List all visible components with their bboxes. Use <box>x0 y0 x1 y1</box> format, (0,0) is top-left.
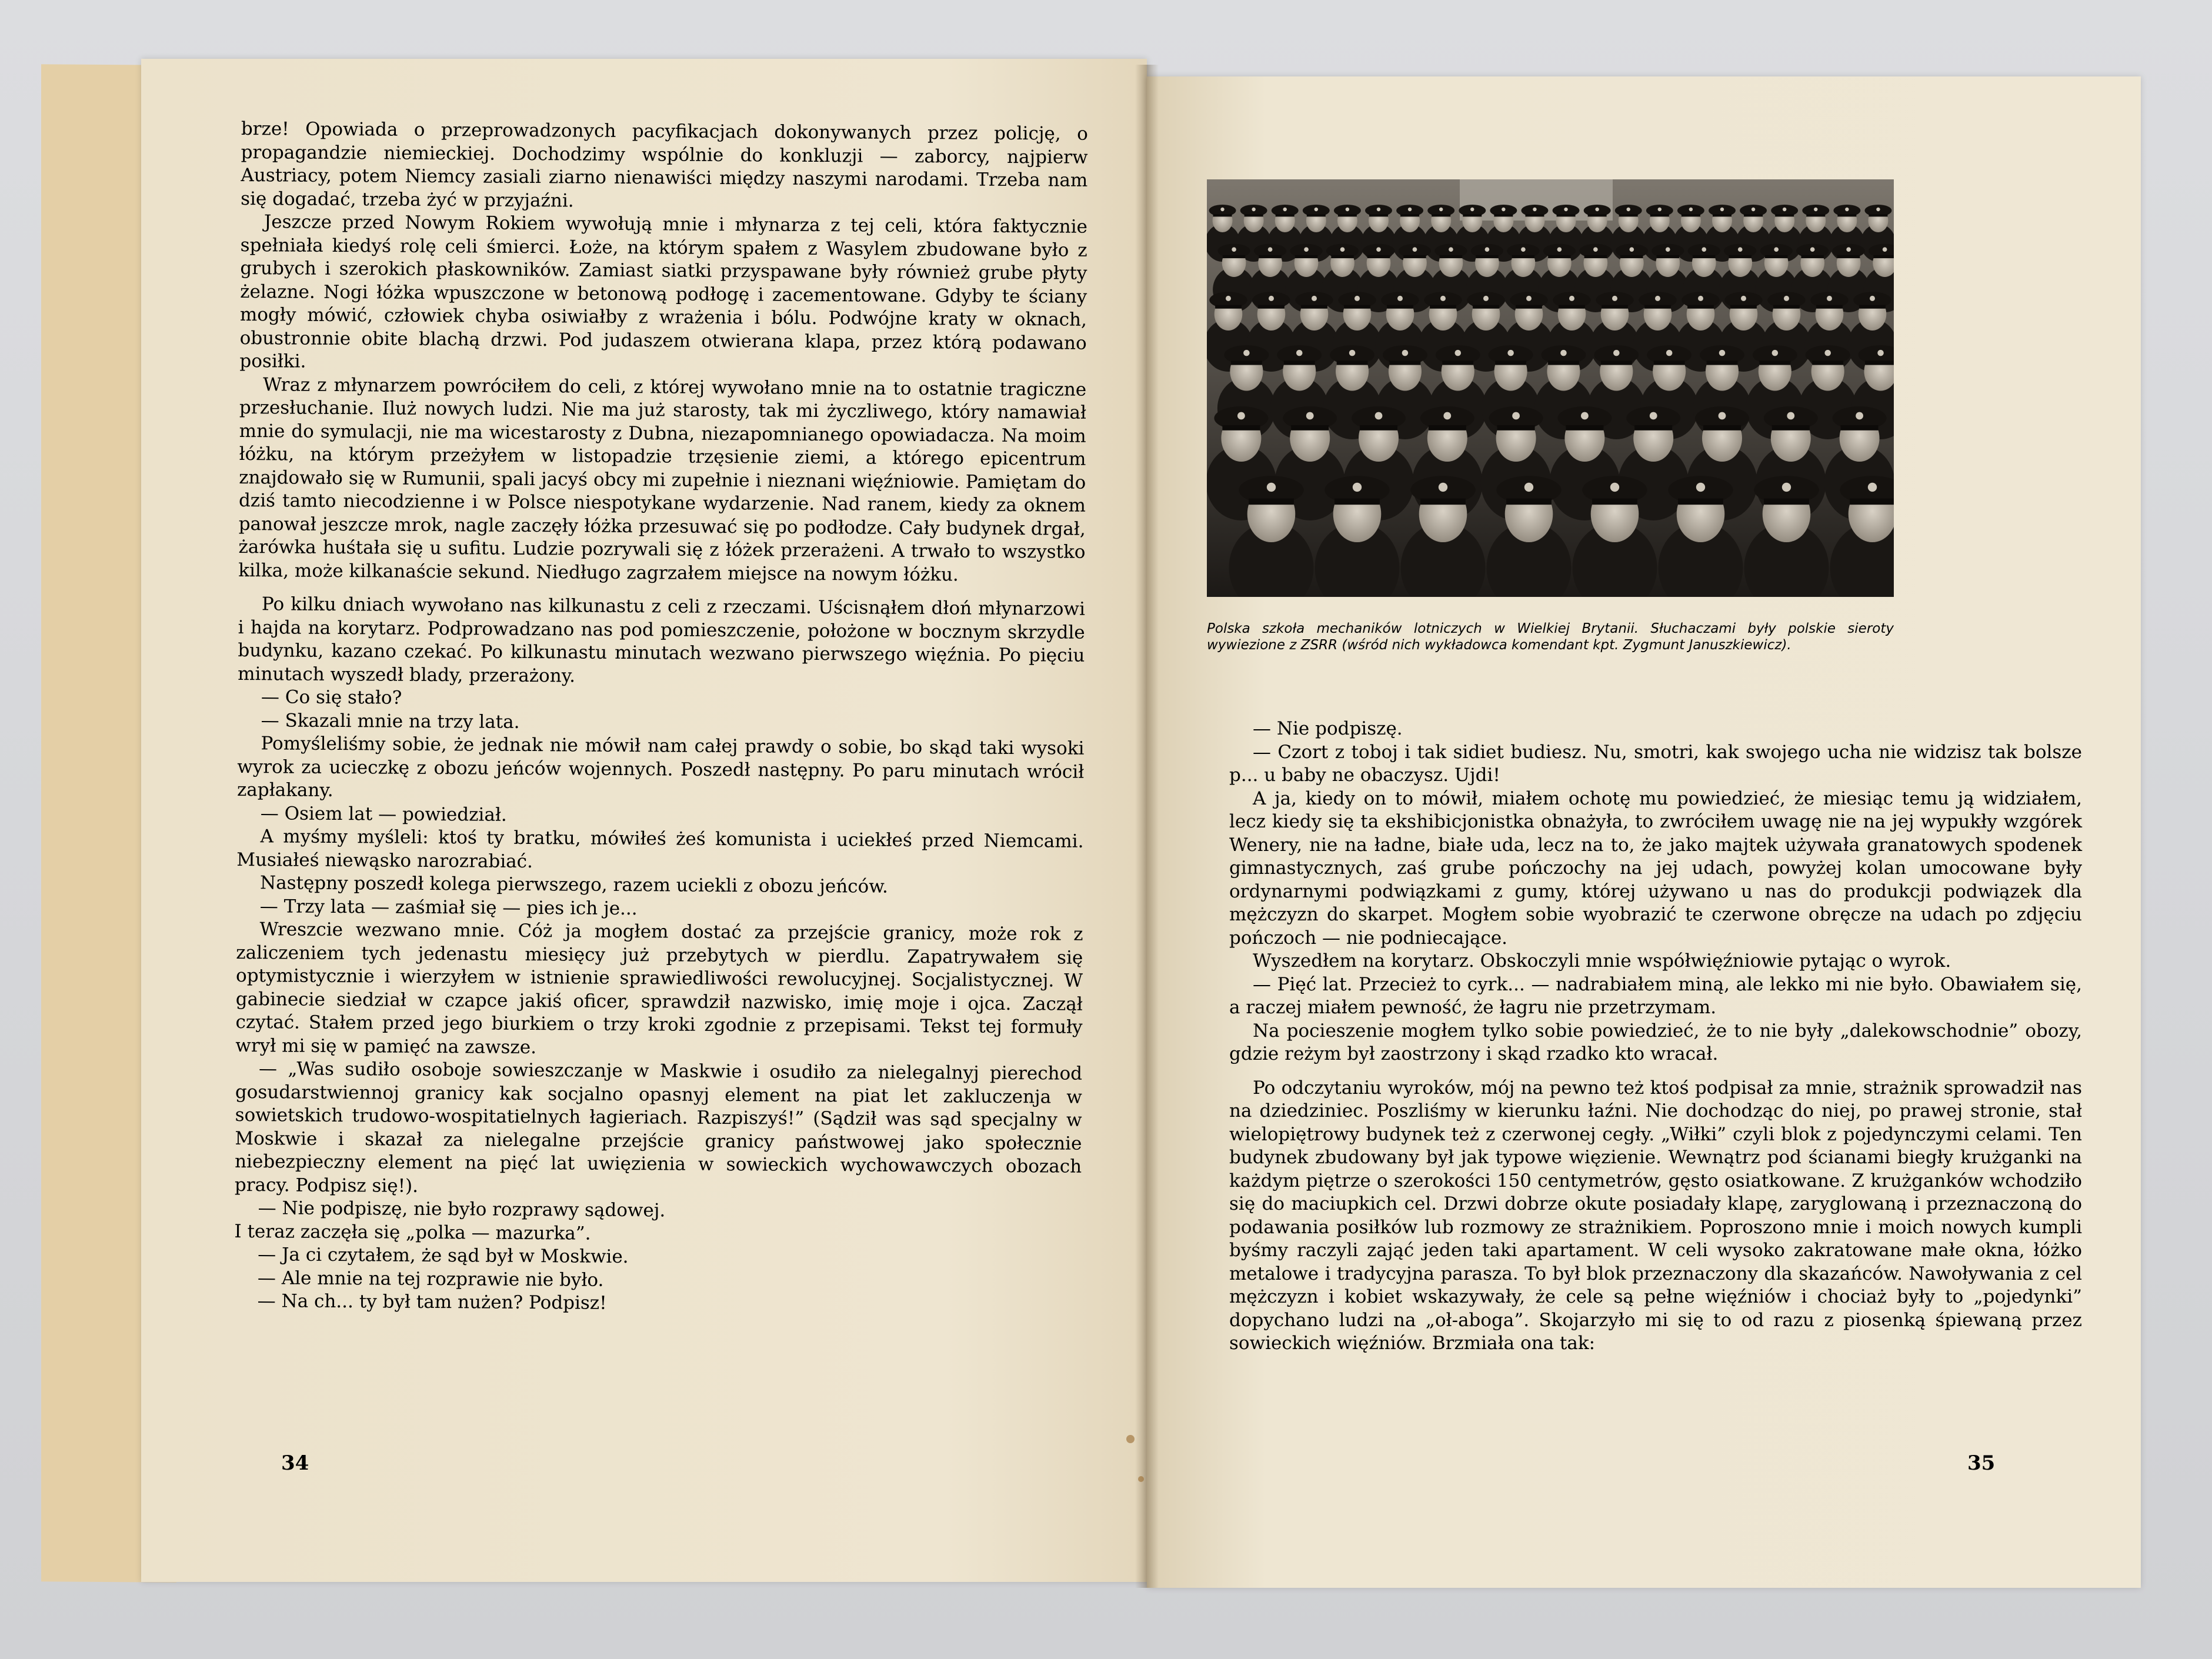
dialog-line: — Pięć lat. Przecież to cyrk... — nadrabiałem miną, ale lekko mi nie było. Obawiałem się, a raczej miałem pewność, że łagru nie przetrzymam. <box>1229 973 2082 1018</box>
page-number-left: 34 <box>281 1451 309 1475</box>
book-gutter <box>1135 65 1159 1588</box>
dialog-line: — Trzy lata — zaśmiał się — pies ich je... <box>259 895 638 919</box>
paragraph: A ja, kiedy on to mówił, miałem ochotę mu powiedzieć, że miesiąc temu ją widziałem, lecz kiedy się ta ekshibicjonistka obnażyła, to zwróciłem uwagę nie na jej wypukły wzgórek Wenery, nie na ładne, białe uda, lecz na to, że jako majtek używała granatowych spodenek gimnastycznych, zaś grube pończochy na jej udach, powyżej kolan umocowane były ordynarnymi podwiązkami z gumy, której używano u nas do produkcji podwiązek dla mężczyzn do skarpet. Mogłem sobie wyobrazić te czerwone obręcze na udach po zdjęciu pończoch — nie podniecające. <box>1229 787 2082 949</box>
paragraph: Po kilku dniach wywołano nas kilkunastu z celi z rzeczami. Uścisnąłem dłoń młynarzowi i hajda na korytarz. Podprowadzano nas pod pomieszczenie, położone w bocznym skrzydle budynku, kazano czekać. Po kilkunastu minutach wezwano pierwszego więźnia. Po pięciu minutach wyszedł blady, przerażony. <box>238 593 1086 686</box>
left-page-text <box>234 118 1088 1318</box>
dialog-line: — Czort z toboj i tak sidiet budiesz. Nu, smotri, kak swojego ucha nie widzisz tak bolsze p... u baby ne obaczysz. Ujdi! <box>1229 741 2082 786</box>
page-number-right: 35 <box>1967 1451 1996 1475</box>
paragraph: Wyszedłem na korytarz. Obskoczyli mnie współwięźniowie pytając o wyrok. <box>1253 950 1951 972</box>
dialog-line: — Skazali mnie na trzy lata. <box>261 709 520 733</box>
dialog-line: — „Was sudiło osoboje sowieszczanje w Maskwie i osudiło za nielegalnyj pierechod gosudarstwiennoj granicy kak socjalno opasnyj element na piat let zakluczenja w sowietskich trudowo-wospitatielnych łagieriach. Razpiszyś!” (Sądził was sąd specjalny w Moskwie i skazał za nielegalne przejście granicy państwowej jako społecznie niebezpieczny element na pięć lat uwięzienia w sowieckich wychowawczych obozach pracy. Podpisz się!). <box>234 1058 1083 1197</box>
paper-stain <box>1138 1476 1144 1482</box>
paragraph: Wreszcie wezwano mnie. Cóż ja mogłem dostać za przejście granicy, może rok z zaliczeniem tych jedenastu miesięcy już przebytych w pierdlu. Zapatrywałem się optymistycznie i wierzyłem w istnienie sprawiedliwości rewolucyjnej. Socjalistycznej. W gabinecie siedział w czapce jakiś oficer, sprawdził nazwisko, imię moje i ojca. Zaczął czytać. Stałem przed jego biurkiem o trzy kroki zgodnie z przepisami. Tekst tej formuły wrył mi się w pamięć na zawsze. <box>235 919 1083 1058</box>
dialog-line: — Nie podpiszę. <box>1253 718 1403 739</box>
dialog-line: — Na ch... ty był tam nużen? Podpisz! <box>257 1290 607 1314</box>
paragraph: A myśmy myśleli: ktoś ty bratku, mówiłeś żeś komunista i uciekłeś przed Niemcami. Musiałeś niewąsko narozrabiać. <box>236 826 1084 872</box>
cadets-photo <box>1207 179 1894 597</box>
paragraph: Na pocieszenie mogłem tylko sobie powiedzieć, że to nie były „dalekowschodnie” obozy, gdzie reżym był zaostrzony i skąd rzadko kto wracał. <box>1229 1020 2082 1064</box>
paragraph: I teraz zaczęła się „polka — mazurka”. <box>234 1220 591 1244</box>
paragraph: Po odczytaniu wyroków, mój na pewno też ktoś podpisał za mnie, strażnik sprowadził nas na dziedziniec. Poszliśmy w kierunku łaźni. Nie dochodząc do niej, po prawej stronie, stał wielopiętrowy budynek też z czerwonej cegły. „Wiłki” czyli blok z pojedynczymi celami. Ten budynek zbudowany był jak typowe więzienie. Wewnątrz pod ścianami biegły krużganki na każdym piętrze o szerokości 150 centymetrów, gęsto osiatkowane. Z krużganków wchodziło się do maciupkich cel. Drzwi dobrze okute posiadały klapę, zaryglowaną i przeznaczoną do podawania posiłków lub rozmowy ze strażnikiem. Poproszono mnie i moich nowych kumpli byśmy raczyli zająć jeden taki apartament. W celi wysoko zakratowane małe okna, łóżko metalowe i tradycyjna parasza. To był blok przeznaczony dla skazańców. Nawoływania z cel mężczyzn i kobiet wskazywały, że cele są pełne więźniów i chociaż były to „pojedynki” dopychano ludzi na „oł-aboga”. Skojarzyło mi się to od razu z piosenką śpiewaną przez sowieckich więźniów. Brzmiała ona tak: <box>1229 1077 2082 1354</box>
dialog-line: — Osiem lat — powiedział. <box>260 802 507 826</box>
paragraph: Jeszcze przed Nowym Rokiem wywołują mnie i młynarza z tej celi, która faktycznie spełniała kiedyś rolę celi śmierci. Łoże, na którym spałem z Wasylem zbudowane było z grubych i szerokich płaskowników. Zamiast siatki przyspawane były również grube płyty żelazne. Nogi łóżka wpuszczone w betonową podłogę i zacementowane. Gdyby te ściany mogły mówić, człowiek chyba osiwiałby z wrażenia i bólu. Podwójne kraty w oknach, obustronnie obite blachą drzwi. Pod judaszem otwierana klapa, przez którą podawano posiłki. <box>239 211 1088 372</box>
right-page-text <box>1229 717 2082 1356</box>
paper-stain <box>1126 1435 1135 1443</box>
photo-caption: Polska szkoła mechaników lotniczych w Wielkiej Brytanii. Słuchaczami były polskie sieroty wywiezione z ZSRR (wśród nich wykładowca komendant kpt. Zygmunt Januszkiewicz). <box>1207 621 1894 653</box>
dialog-line: — Co się stało? <box>261 686 402 709</box>
dialog-line: — Nie podpiszę, nie było rozprawy sądowej. <box>258 1197 666 1221</box>
paragraph: Wraz z młynarzem powróciłem do celi, z której wywołano mnie na to ostatnie tragiczne przesłuchanie. Iluż nowych ludzi. Nie ma już starosty, tak mi życzliwego, który namawiał mnie do symulacji, nie ma wicestarosty z Dubna, niezapomnianego opowiadacza. Na moim łóżku, na którym przeżyłem w listopadzie trzęsienie ziemi, a którego epicentrum znajdowało się w Rumunii, spali jacyś obcy mi zupełnie i nieznani więźniowie. Pamiętam do dziś tamto niecodzienne i w Polsce niespotykane wydarzenie. Nad ranem, kiedy za oknem panował jeszcze mrok, nagle zaczęły łóżka przesuwać się po podłodze. Cały budynek drgał, żarówka huśtała się u sufitu. Ludzie pozrywali się z łóżek przerażeni. A trwało to wszystko kilka, może kilkanaście sekund. Niedługo zagrzałem miejsce na nowym łóżku. <box>238 373 1087 585</box>
dialog-line: — Ja ci czytałem, że sąd był w Moskwie. <box>258 1244 629 1268</box>
cadets-photo-illustration <box>1207 179 1894 597</box>
paragraph: Następny poszedł kolega pierwszego, razem uciekli z obozu jeńców. <box>259 872 889 897</box>
paragraph: brze! Opowiada o przeprowadzonych pacyfikacjach dokonywanych przez policję, o propagandzie niemieckiej. Dochodzimy wspólnie do konkluzji — zaborcy, najpierw Austriacy, potem Niemcy zasiali ziarno nienawiści między naszymi narodami. Trzeba nam się dogadać, trzeba żyć w przyjaźni. <box>241 118 1088 211</box>
dialog-line: — Ale mnie na tej rozprawie nie było. <box>257 1267 604 1291</box>
paragraph: Pomyśleliśmy sobie, że jednak nie mówił nam całej prawdy o sobie, bo skąd taki wysoki wyrok za ucieczkę z obozu jeńców wojennych. Poszedł następny. Po paru minutach wrócił zapłakany. <box>236 733 1085 801</box>
